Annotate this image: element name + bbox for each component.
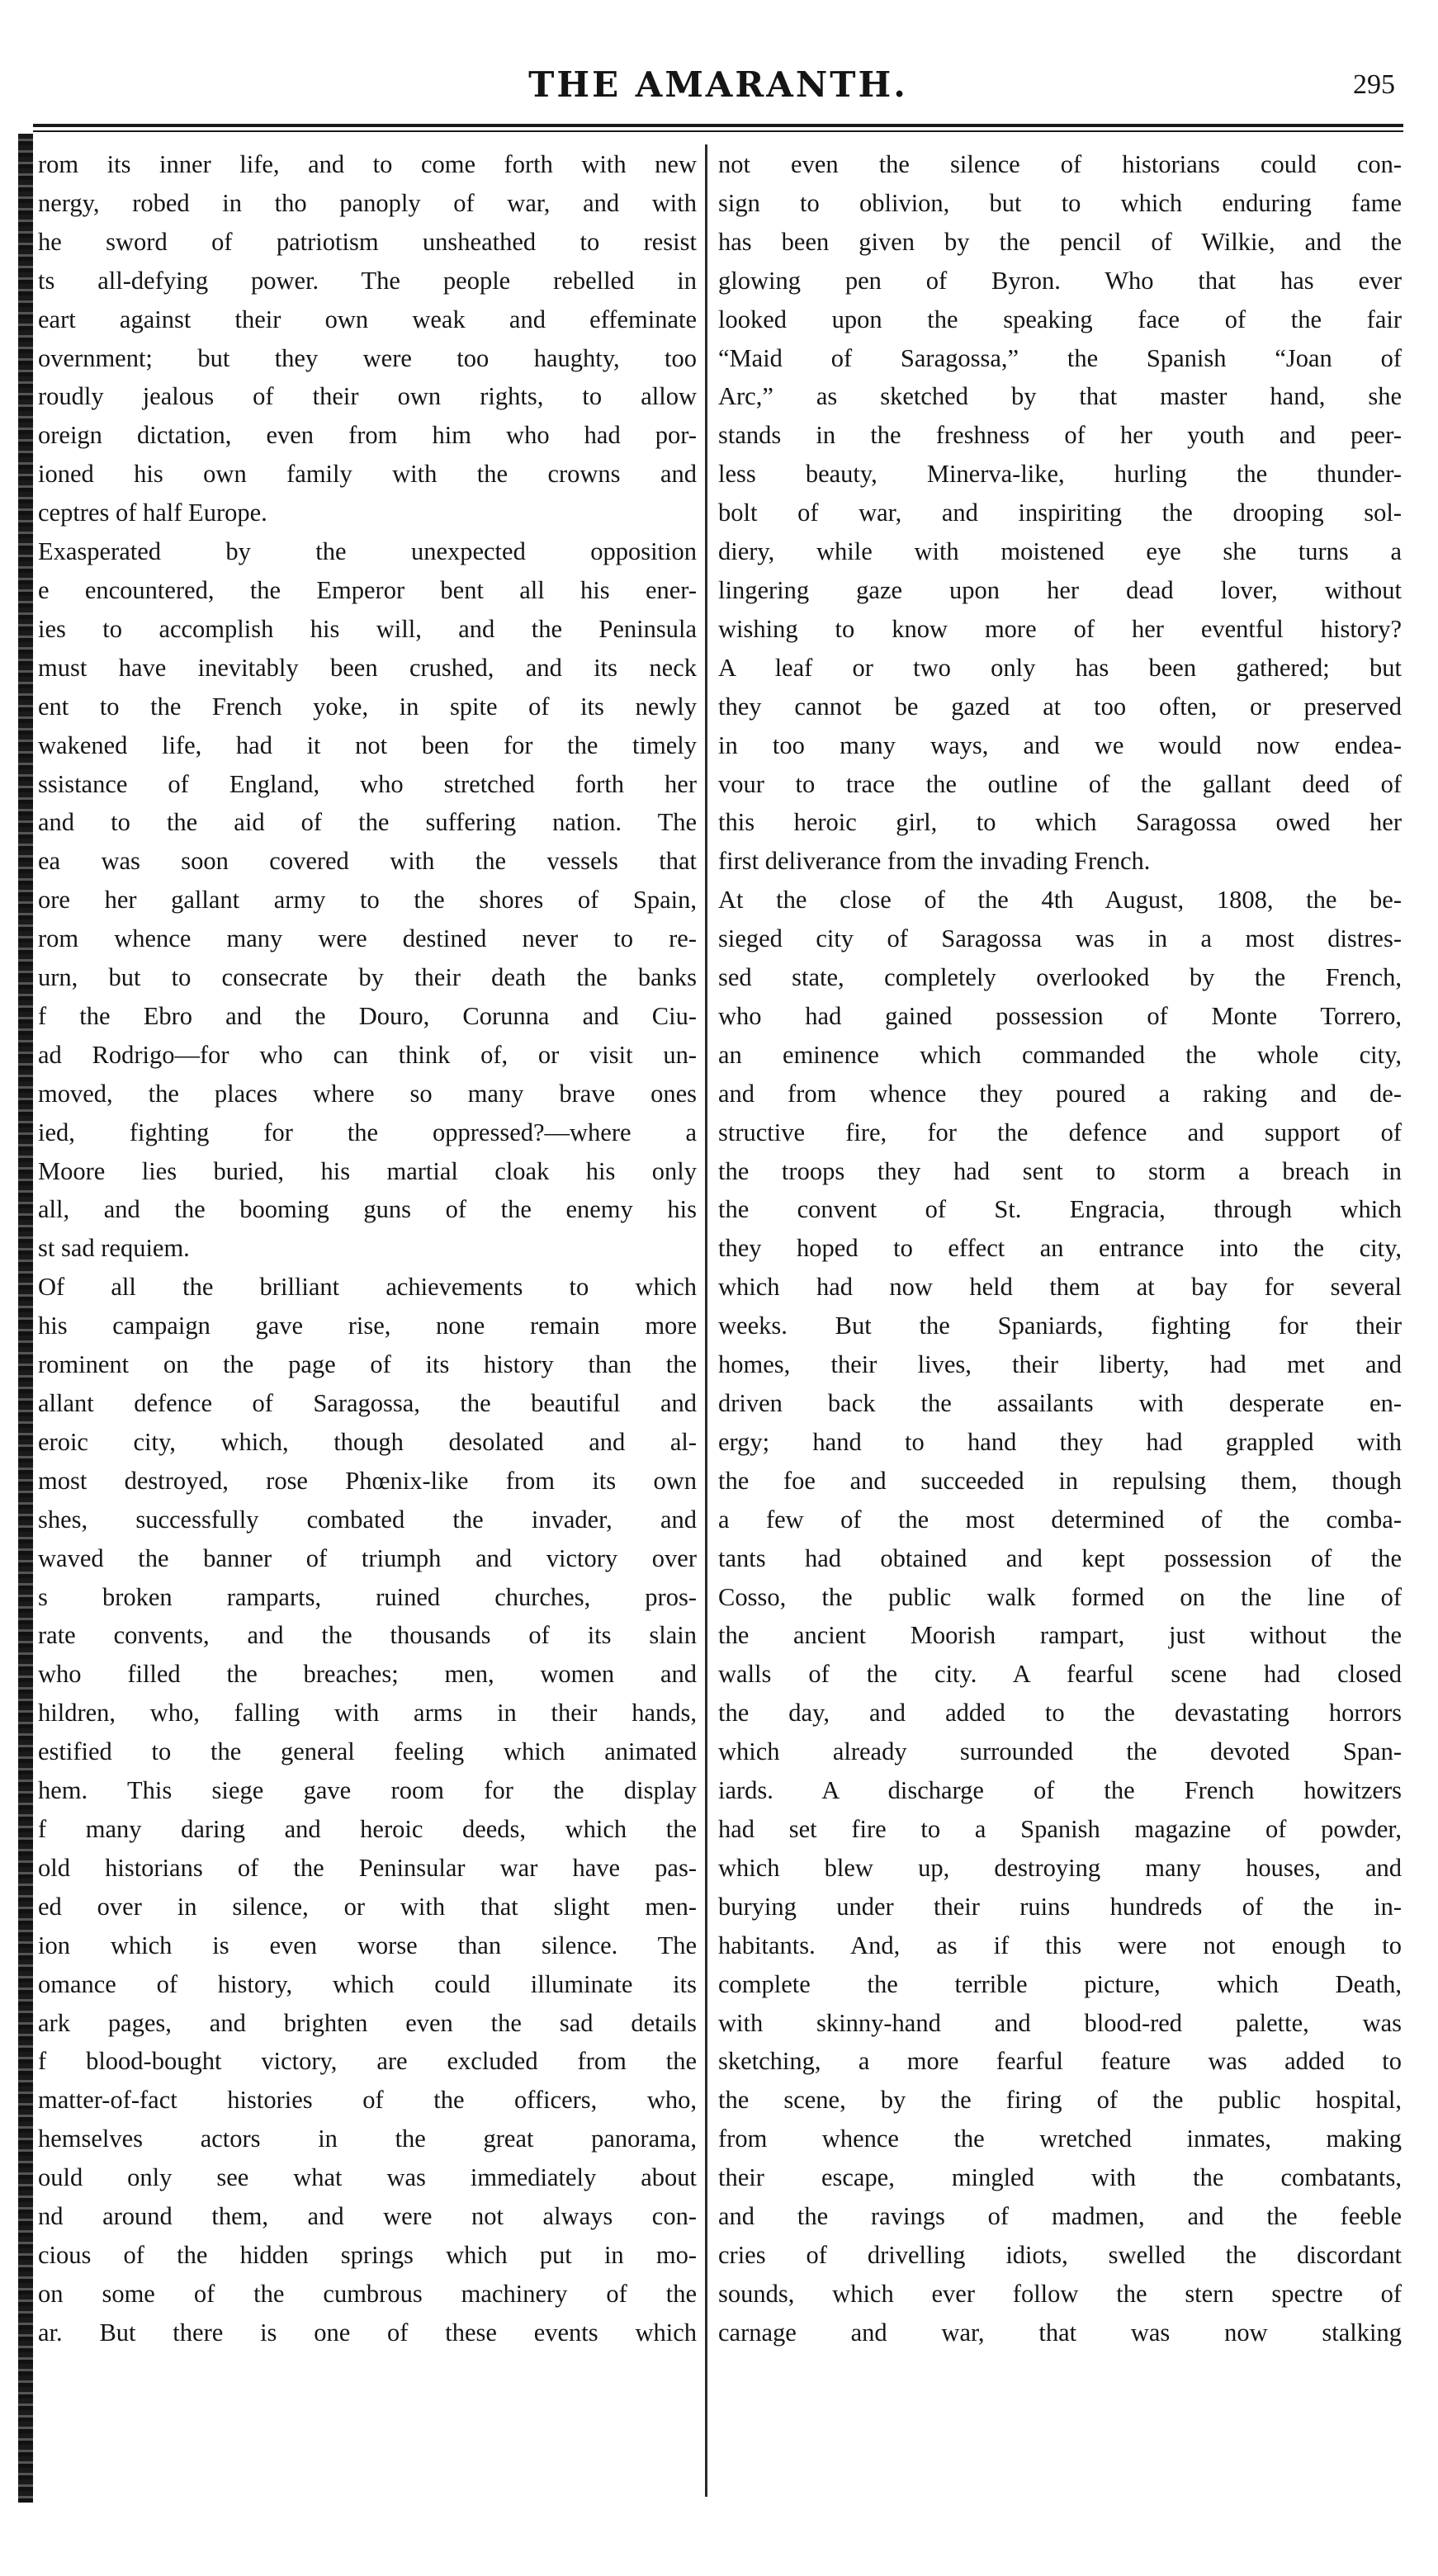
text-line: ould only see what was immediately about xyxy=(38,2163,697,2192)
text-line: which blew up, destroying many houses, and xyxy=(718,1853,1402,1882)
text-line: which had now held them at bay for several xyxy=(718,1273,1402,1302)
text-line: f the Ebro and the Douro, Corunna and Ciu- xyxy=(38,1001,697,1030)
text-line: and to the aid of the suffering nation. The xyxy=(38,808,697,837)
text-line: structive fire, for the defence and support of xyxy=(718,1118,1402,1146)
text-line: they cannot be gazed at too often, or preserved xyxy=(718,692,1402,721)
text-line: ied, fighting for the oppressed?—where a xyxy=(38,1118,697,1146)
text-line: hem. This siege gave room for the display xyxy=(38,1776,697,1805)
text-line: roudly jealous of their own rights, to allow xyxy=(38,382,697,411)
text-line: tants had obtained and kept possession of the xyxy=(718,1543,1402,1572)
text-line: Cosso, the public walk formed on the line of xyxy=(718,1582,1402,1611)
page-header xyxy=(33,64,1403,122)
text-line: sketching, a more fearful feature was added to xyxy=(718,2047,1402,2076)
text-line: homes, their lives, their liberty, had met and xyxy=(718,1350,1402,1379)
right-text-column xyxy=(718,145,1402,2506)
text-line: the ancient Moorish rampart, just without the xyxy=(718,1621,1402,1650)
text-line: omance of history, which could illuminate its xyxy=(38,1969,697,1998)
text-line: looked upon the speaking face of the fair xyxy=(718,305,1402,333)
page-number: 295 xyxy=(1353,69,1395,100)
text-line: cries of drivelling idiots, swelled the discordant xyxy=(718,2240,1402,2269)
text-line: all, and the booming guns of the enemy his xyxy=(38,1195,697,1224)
text-line: old historians of the Peninsular war have pas- xyxy=(38,1853,697,1882)
text-line: the convent of St. Engracia, through which xyxy=(718,1195,1402,1224)
text-line: sign to oblivion, but to which enduring fame xyxy=(718,188,1402,217)
text-line: habitants. And, as if this were not enough to xyxy=(718,1931,1402,1959)
column-divider xyxy=(705,144,707,2497)
text-line: carnage and war, that was now stalking xyxy=(718,2318,1402,2347)
text-line: the foe and succeeded in repulsing them, though xyxy=(718,1466,1402,1495)
text-line: first deliverance from the invading French. xyxy=(718,847,1151,876)
text-line: e encountered, the Emperor bent all his ener- xyxy=(38,575,697,604)
text-line: ceptres of half Europe. xyxy=(38,499,267,527)
text-line: diery, while with moistened eye she turns a xyxy=(718,537,1402,566)
text-line: his campaign gave rise, none remain more xyxy=(38,1312,697,1340)
text-line: sed state, completely overlooked by the French, xyxy=(718,963,1402,992)
text-line: he sword of patriotism unsheathed to resist xyxy=(38,227,697,256)
text-line: iards. A discharge of the French howitzers xyxy=(718,1776,1402,1805)
text-line: they hoped to effect an entrance into the city, xyxy=(718,1234,1402,1263)
text-line: vour to trace the outline of the gallant deed of xyxy=(718,769,1402,798)
text-line: eart against their own weak and effeminate xyxy=(38,305,697,333)
text-line: estified to the general feeling which animated xyxy=(38,1737,697,1766)
text-line: Exasperated by the unexpected opposition xyxy=(38,537,697,566)
text-line: ore her gallant army to the shores of Spain, xyxy=(38,886,697,915)
text-line: walls of the city. A fearful scene had closed xyxy=(718,1660,1402,1689)
running-title: THE AMARANTH. xyxy=(528,64,908,105)
text-line: rom its inner life, and to come forth with new xyxy=(38,150,697,178)
text-line: lingering gaze upon her dead lover, without xyxy=(718,575,1402,604)
text-line: moved, the places where so many brave ones xyxy=(38,1079,697,1108)
text-line: sieged city of Saragossa was in a most distres- xyxy=(718,924,1402,953)
text-line: ioned his own family with the crowns and xyxy=(38,460,697,489)
text-line: f blood-bought victory, are excluded from the xyxy=(38,2047,697,2076)
header-rule-thin xyxy=(33,130,1403,132)
text-line: a few of the most determined of the comba- xyxy=(718,1505,1402,1534)
text-line: weeks. But the Spaniards, fighting for their xyxy=(718,1312,1402,1340)
text-line: At the close of the 4th August, 1808, the be- xyxy=(718,886,1402,915)
text-line: who filled the breaches; men, women and xyxy=(38,1660,697,1689)
text-line: stands in the freshness of her youth and peer- xyxy=(718,421,1402,450)
text-line: this heroic girl, to which Saragossa owed her xyxy=(718,808,1402,837)
text-line: wishing to know more of her eventful history? xyxy=(718,614,1402,643)
text-line: rate convents, and the thousands of its slain xyxy=(38,1621,697,1650)
text-line: from whence the wretched inmates, making xyxy=(718,2125,1402,2153)
text-line: nd around them, and were not always con- xyxy=(38,2202,697,2231)
text-line: rominent on the page of its history than the xyxy=(38,1350,697,1379)
text-line: who had gained possession of Monte Torrero, xyxy=(718,1001,1402,1030)
text-line: an eminence which commanded the whole city, xyxy=(718,1040,1402,1069)
text-line: ts all-defying power. The people rebelled in xyxy=(38,266,697,295)
text-line: and the ravings of madmen, and the feeble xyxy=(718,2202,1402,2231)
text-line: s broken ramparts, ruined churches, pros- xyxy=(38,1582,697,1611)
text-line: eroic city, which, though desolated and al- xyxy=(38,1427,697,1456)
text-line: cious of the hidden springs which put in mo- xyxy=(38,2240,697,2269)
text-line: ies to accomplish his will, and the Peninsula xyxy=(38,614,697,643)
text-line: ssistance of England, who stretched forth her xyxy=(38,769,697,798)
text-line: the troops they had sent to storm a breach in xyxy=(718,1156,1402,1185)
text-line: Moore lies buried, his martial cloak his only xyxy=(38,1156,697,1185)
text-line: not even the silence of historians could con- xyxy=(718,150,1402,178)
text-line: A leaf or two only has been gathered; but xyxy=(718,653,1402,682)
text-line: ad Rodrigo—for who can think of, or visit un- xyxy=(38,1040,697,1069)
text-line: with skinny-hand and blood-red palette, was xyxy=(718,2008,1402,2037)
text-line: wakened life, had it not been for the timely xyxy=(38,730,697,759)
text-line: ion which is even worse than silence. The xyxy=(38,1931,697,1959)
text-line: nergy, robed in tho panoply of war, and with xyxy=(38,188,697,217)
text-line: f many daring and heroic deeds, which the xyxy=(38,1814,697,1843)
text-line: st sad requiem. xyxy=(38,1234,190,1263)
text-line: shes, successfully combated the invader, and xyxy=(38,1505,697,1534)
text-line: Arc,” as sketched by that master hand, she xyxy=(718,382,1402,411)
text-line: and from whence they poured a raking and de- xyxy=(718,1079,1402,1108)
text-line: allant defence of Saragossa, the beautiful and xyxy=(38,1389,697,1417)
text-line: less beauty, Minerva-like, hurling the thunder- xyxy=(718,460,1402,489)
text-line: driven back the assailants with desperate en- xyxy=(718,1389,1402,1417)
text-line: bolt of war, and inspiriting the drooping sol- xyxy=(718,499,1402,527)
text-line: oreign dictation, even from him who had por- xyxy=(38,421,697,450)
text-line: their escape, mingled with the combatants, xyxy=(718,2163,1402,2192)
text-line: waved the banner of triumph and victory over xyxy=(38,1543,697,1572)
text-line: had set fire to a Spanish magazine of powder, xyxy=(718,1814,1402,1843)
text-line: ar. But there is one of these events which xyxy=(38,2318,697,2347)
text-line: ed over in silence, or with that slight men- xyxy=(38,1892,697,1921)
text-line: has been given by the pencil of Wilkie, and the xyxy=(718,227,1402,256)
text-line: the scene, by the firing of the public hospital, xyxy=(718,2086,1402,2115)
text-line: overnment; but they were too haughty, too xyxy=(38,343,697,372)
text-line: ea was soon covered with the vessels that xyxy=(38,847,697,876)
text-line: on some of the cumbrous machinery of the xyxy=(38,2279,697,2308)
text-line: rom whence many were destined never to re- xyxy=(38,924,697,953)
text-line: ergy; hand to hand they had grappled with xyxy=(718,1427,1402,1456)
text-line: hildren, who, falling with arms in their hands, xyxy=(38,1699,697,1728)
text-line: Of all the brilliant achievements to which xyxy=(38,1273,697,1302)
text-line: “Maid of Saragossa,” the Spanish “Joan of xyxy=(718,343,1402,372)
text-line: must have inevitably been crushed, and its neck xyxy=(38,653,697,682)
text-line: complete the terrible picture, which Death, xyxy=(718,1969,1402,1998)
binding-edge-shadow xyxy=(18,134,33,2503)
text-line: ark pages, and brighten even the sad details xyxy=(38,2008,697,2037)
text-line: urn, but to consecrate by their death the banks xyxy=(38,963,697,992)
text-line: glowing pen of Byron. Who that has ever xyxy=(718,266,1402,295)
text-line: most destroyed, rose Phœnix-like from its own xyxy=(38,1466,697,1495)
text-line: ent to the French yoke, in spite of its newly xyxy=(38,692,697,721)
text-line: the day, and added to the devastating horrors xyxy=(718,1699,1402,1728)
text-line: in too many ways, and we would now endea- xyxy=(718,730,1402,759)
text-line: sounds, which ever follow the stern spectre of xyxy=(718,2279,1402,2308)
text-line: burying under their ruins hundreds of the in- xyxy=(718,1892,1402,1921)
text-line: matter-of-fact histories of the officers, who, xyxy=(38,2086,697,2115)
text-line: which already surrounded the devoted Span- xyxy=(718,1737,1402,1766)
left-text-column xyxy=(38,145,697,2506)
text-line: hemselves actors in the great panorama, xyxy=(38,2125,697,2153)
header-rule-thick xyxy=(33,124,1403,127)
